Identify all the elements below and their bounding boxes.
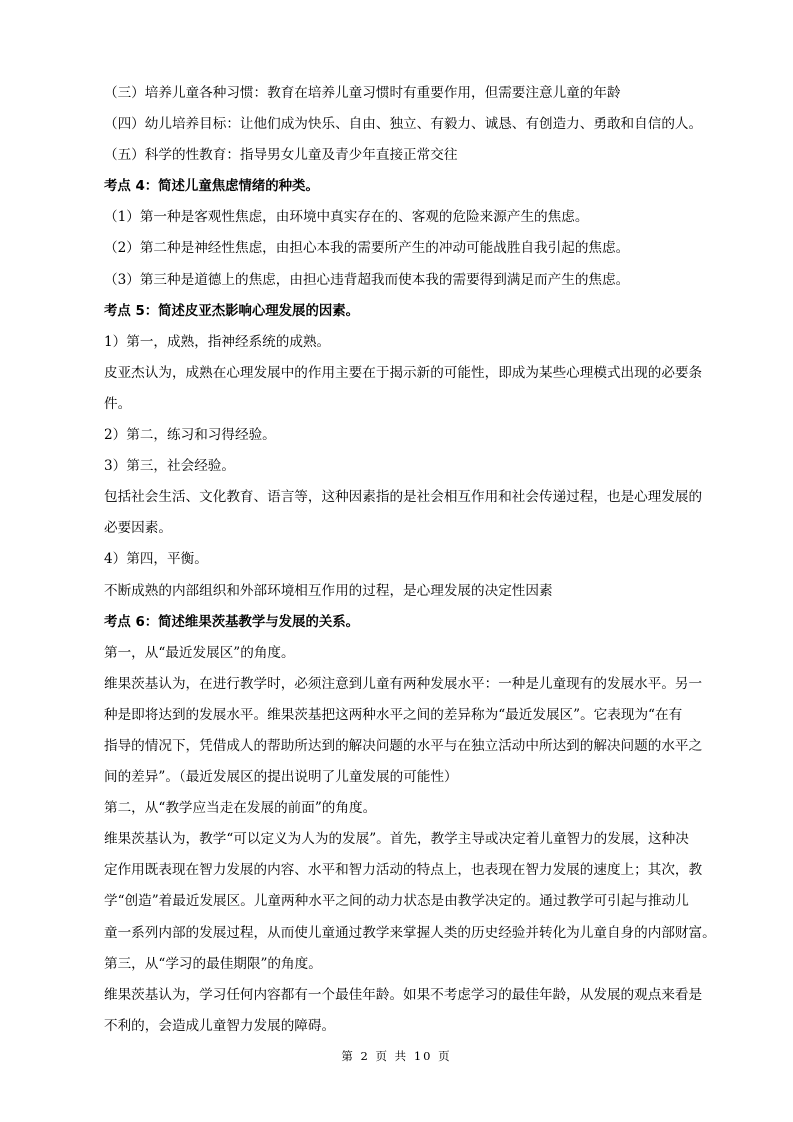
text-line: （3）第三种是道德上的焦虑，由担心违背超我而使本我的需要得到满足而产生的焦虑。 — [104, 271, 630, 288]
page-body — [104, 78, 724, 1042]
text-line: （五）科学的性教育：指导男女儿童及青少年直接正常交往 — [104, 147, 458, 164]
page-footer: 第 2 页 共 10 页 — [341, 1049, 452, 1063]
text-line: （三）培养儿童各种习惯：教育在培养儿童习惯时有重要作用，但需要注意儿童的年龄 — [104, 85, 621, 101]
section-heading: 考点 5：简述皮亚杰影响心理发展的因素。 — [104, 303, 360, 319]
text-line: 2）第二，练习和习得经验。 — [104, 427, 276, 444]
text-line: 维果茨基认为，教学“可以定义为人为的发展”。首先，教学主导或决定着儿童智力的发展，这种决 — [104, 831, 689, 848]
text-line: 4）第四，平衡。 — [104, 551, 208, 568]
text-line: 维果茨基认为，学习任何内容都有一个最佳年龄。如果不考虑学习的最佳年龄，从发展的观点来看是 — [104, 986, 703, 1003]
text-line: 件。 — [104, 395, 132, 412]
text-line: 指导的情况下，凭借成人的帮助所达到的解决问题的水平与在独立活动中所达到的解决问题的水平之 — [104, 737, 703, 754]
text-line: 维果茨基认为，在进行教学时，必须注意到儿童有两种发展水平：一种是儿童现有的发展水平。另一 — [104, 675, 703, 692]
text-line: 第一，从“最近发展区”的角度。 — [104, 644, 295, 661]
text-line: 不利的，会造成儿童智力发展的障碍。 — [104, 1017, 336, 1034]
text-line: 学“创造”着最近发展区。儿童两种水平之间的动力状态是由教学决定的。通过教学可引起与推动儿 — [104, 893, 689, 910]
text-line: 第二，从“教学应当走在发展的前面”的角度。 — [104, 800, 377, 817]
text-line: 不断成熟的内部组织和外部环境相互作用的过程，是心理发展的决定性因素 — [104, 582, 553, 599]
text-line: （2）第二种是神经性焦虑，由担心本我的需要所产生的冲动可能战胜自我引起的焦虑。 — [104, 240, 630, 257]
text-line: 3）第三，社会经验。 — [104, 458, 235, 475]
text-line: 包括社会生活、文化教育、语言等，这种因素指的是社会相互作用和社会传递过程，也是心理发展的 — [104, 489, 703, 506]
text-line: 必要因素。 — [104, 520, 172, 537]
text-line: 种是即将达到的发展水平。维果茨基把这两种水平之间的差异称为“最近发展区”。它表现为“在有 — [104, 706, 683, 723]
section-heading: 考点 6：简述维果茨基教学与发展的关系。 — [104, 614, 360, 630]
text-line: 1）第一，成熟，指神经系统的成熟。 — [104, 333, 331, 350]
text-line: （1）第一种是客观性焦虑，由环境中真实存在的、客观的危险来源产生的焦虑。 — [104, 209, 589, 226]
text-line: 童一系列内部的发展过程，从而使儿童通过教学来掌握人类的历史经验并转化为儿童自身的内部财富。 — [104, 924, 716, 941]
text-line: 间的差异”。（最近发展区的提出说明了儿童发展的可能性） — [104, 769, 458, 786]
section-heading: 考点 4：简述儿童焦虑情绪的种类。 — [104, 179, 319, 195]
text-line: 皮亚杰认为，成熟在心理发展中的作用主要在于揭示新的可能性，即成为某些心理模式出现的必要条 — [104, 364, 703, 381]
text-line: 第三，从“学习的最佳期限”的角度。 — [104, 955, 322, 972]
text-line: 定作用既表现在智力发展的内容、水平和智力活动的特点上，也表现在智力发展的速度上；其次，教 — [104, 862, 703, 879]
text-line: （四）幼儿培养目标：让他们成为快乐、自由、独立、有毅力、诚恳、有创造力、勇敢和自信的人。 — [104, 116, 703, 133]
